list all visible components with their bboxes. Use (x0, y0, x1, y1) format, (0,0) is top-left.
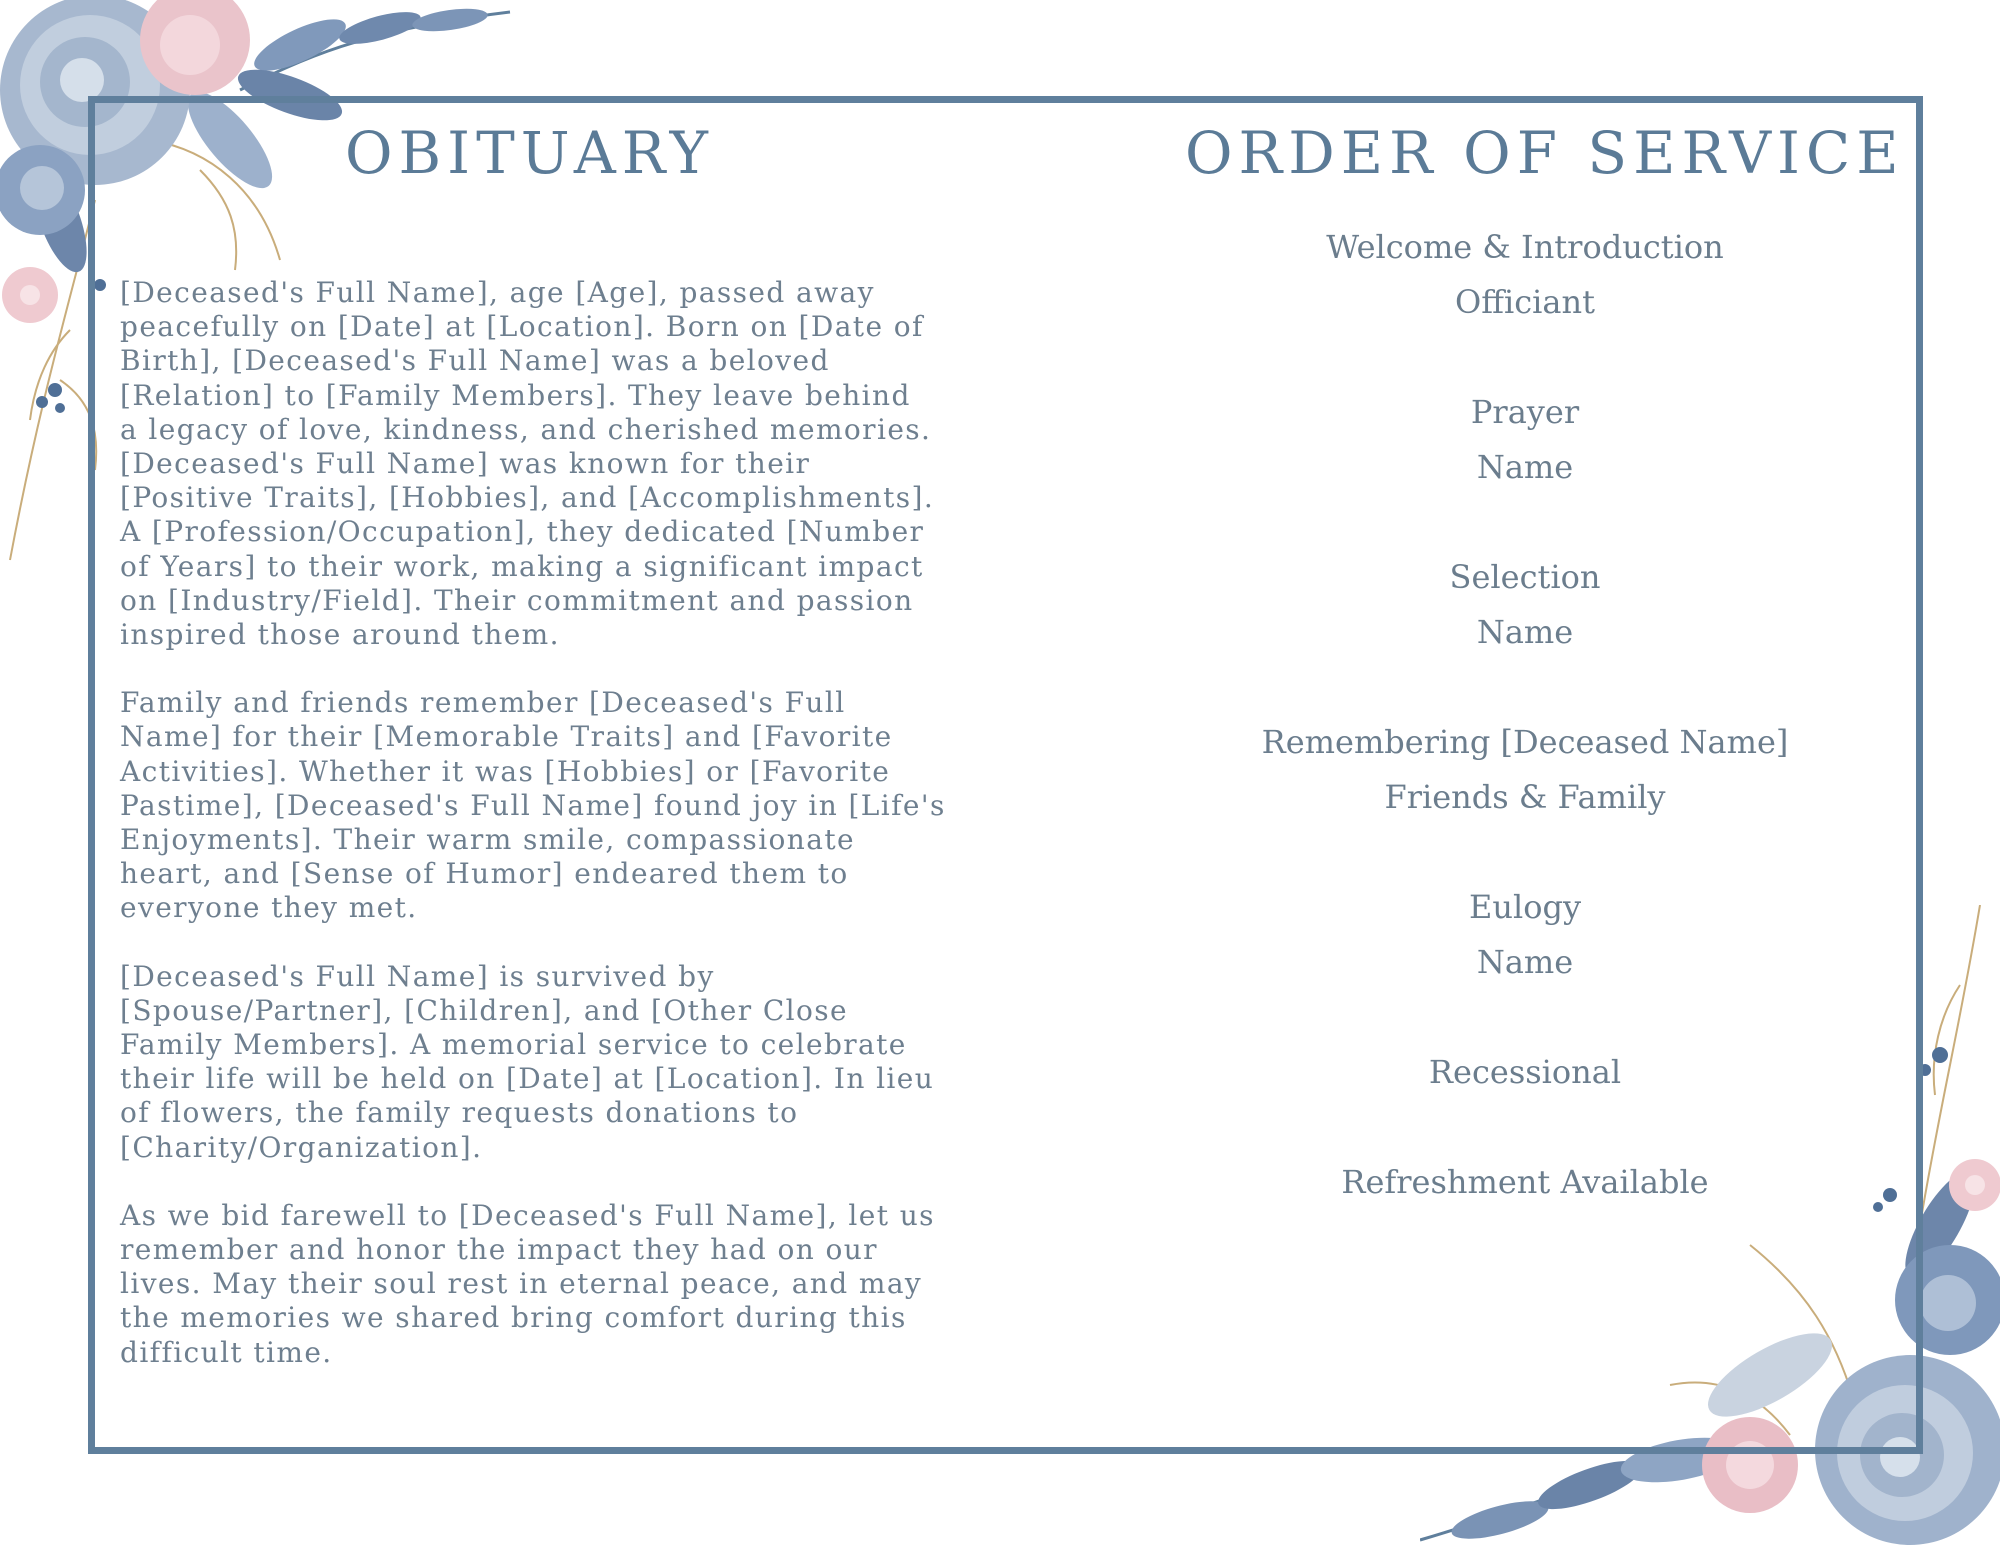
service-item (1170, 1045, 1880, 1100)
service-item-name: Officiant (1455, 283, 1595, 321)
service-item-title: Selection (1449, 558, 1601, 596)
service-item (1170, 880, 1880, 990)
order-of-service-title: ORDER OF SERVICE (1185, 119, 1905, 187)
service-item (1170, 550, 1880, 660)
service-item (1170, 385, 1880, 495)
service-item-title: Refreshment Available (1341, 1163, 1709, 1201)
service-item-name: Name (1476, 448, 1574, 486)
service-item-title: Welcome & Introduction (1326, 228, 1724, 266)
order-of-service-list (1170, 220, 1880, 1265)
obituary-paragraph: As we bid farewell to [Deceased's Full Name], let us remember and honor the impact they had on our lives. May their soul rest in eternal peace, and may the memories we shared bring comfort during this difficult time. (120, 1198, 935, 1369)
service-item-name: Name (1476, 943, 1574, 981)
service-item-title: Recessional (1428, 1053, 1622, 1091)
service-item (1170, 1155, 1880, 1210)
service-item-name: Friends & Family (1384, 778, 1666, 816)
service-item-title: Eulogy (1468, 888, 1582, 926)
service-item (1170, 220, 1880, 330)
obituary-paragraph: Family and friends remember [Deceased's Full Name] for their [Memorable Traits] and [Favorite Activities]. Whether it was [Hobbies] or [Favorite Pastime], [Deceased's Full Name] found joy in [Life's Enjoyments]. Their warm smile, compassionate heart, and [Sense of Humor] endeared them to everyone they met. (120, 686, 946, 925)
service-item (1170, 715, 1880, 825)
obituary-paragraph: [Deceased's Full Name] is survived by [Spouse/Partner], [Children], and [Other Close Family Members]. A memorial service to celebrate their life will be held on [Date] at [Location]. In lieu of flowers, the family requests donations to [Charity/Organization]. (120, 959, 935, 1164)
obituary-text (120, 276, 950, 1404)
service-item-title: Prayer (1470, 393, 1580, 431)
service-item-title: Remembering [Deceased Name] (1261, 723, 1789, 761)
obituary-paragraph: [Deceased's Full Name], age [Age], passed away peacefully on [Date] at [Location]. Born on [Date of Birth], [Deceased's Full Name] was a beloved [Relation] to [Family Members]. They leave behind a legacy of love, kindness, and cherished memories. [Deceased's Full Name] was known for their [Positive Traits], [Hobbies], and [Accomplishments]. A [Profession/Occupation], they dedicated [Number of Years] to their work, making a significant impact on [Industry/Field]. Their commitment and passion inspired those around them. (120, 276, 935, 652)
service-item-name: Name (1476, 613, 1574, 651)
obituary-title: OBITUARY (345, 119, 714, 187)
